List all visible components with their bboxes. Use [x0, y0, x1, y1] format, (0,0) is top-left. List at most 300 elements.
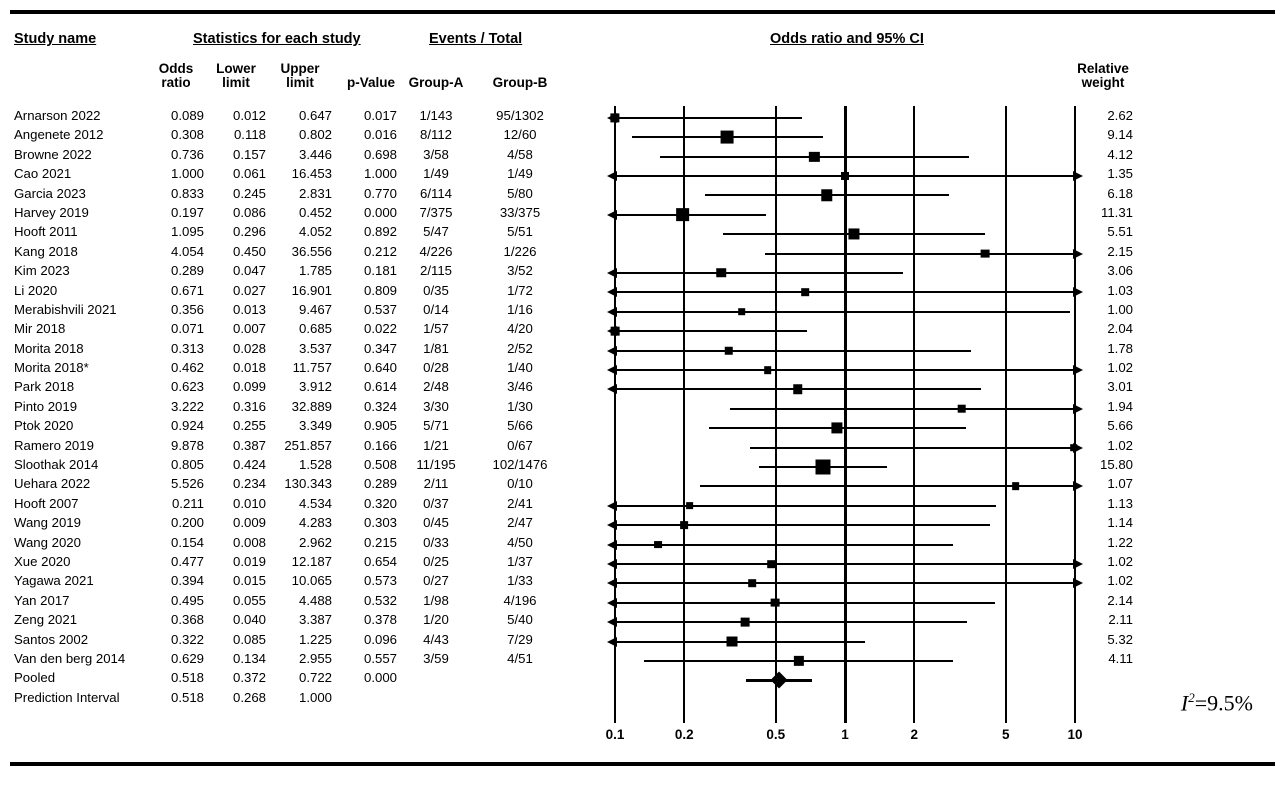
cell-odds-ratio: 0.518 — [170, 670, 204, 686]
cell-odds-ratio: 1.095 — [170, 224, 204, 240]
cell-group-b: 4/196 — [503, 592, 537, 608]
cell-group-a: 4/226 — [419, 243, 453, 259]
cell-p-value: 0.303 — [363, 515, 397, 531]
cell-odds-ratio: 0.071 — [170, 321, 204, 337]
cell-group-b: 95/1302 — [496, 108, 544, 123]
cell-upper-limit: 251.857 — [284, 437, 332, 453]
table-row — [0, 184, 1133, 203]
cell-group-a: 8/112 — [419, 127, 453, 143]
cell-relative-weight: 1.02 — [1107, 573, 1133, 589]
cell-lower-limit: 0.047 — [232, 263, 266, 279]
i2-exponent: 2 — [1188, 690, 1195, 705]
cell-odds-ratio: 0.089 — [170, 108, 204, 123]
ci-right-arrow-icon — [1073, 249, 1083, 259]
study-effect-marker — [794, 656, 804, 666]
table-row — [0, 688, 600, 707]
table-row — [0, 513, 1133, 532]
cell-odds-ratio: 0.623 — [170, 379, 204, 395]
cell-group-a: 1/49 — [423, 166, 449, 182]
cell-lower-limit: 0.085 — [232, 631, 266, 647]
cell-relative-weight: 4.12 — [1107, 146, 1133, 162]
table-row — [0, 630, 1133, 649]
ci-left-arrow-icon — [607, 268, 617, 278]
x-axis-tick-label: 2 — [910, 727, 918, 743]
cell-group-a: 11/195 — [416, 457, 456, 473]
colheader-group-b: Group-B — [492, 75, 548, 90]
cell-study-name: Kim 2023 — [14, 263, 70, 279]
cell-group-b: 4/20 — [507, 321, 533, 337]
cell-odds-ratio: 0.154 — [170, 534, 204, 550]
study-effect-marker — [611, 327, 620, 336]
gridline-0.5 — [775, 106, 777, 723]
cell-odds-ratio: 0.924 — [170, 418, 204, 434]
cell-odds-ratio: 0.462 — [170, 360, 204, 376]
table-row — [0, 300, 1133, 319]
cell-odds-ratio: 0.671 — [170, 282, 204, 298]
cell-odds-ratio: 0.322 — [170, 631, 204, 647]
cell-odds-ratio: 0.805 — [170, 457, 204, 473]
gridline-2 — [913, 106, 915, 723]
study-effect-marker — [610, 113, 619, 122]
cell-study-name: Browne 2022 — [14, 146, 92, 162]
cell-study-name: Harvey 2019 — [14, 204, 89, 220]
cell-relative-weight: 11.31 — [1100, 204, 1133, 220]
table-row — [0, 610, 1133, 629]
study-effect-marker — [1012, 482, 1020, 490]
cell-odds-ratio: 0.477 — [170, 553, 204, 569]
cell-group-b: 5/80 — [507, 185, 533, 201]
forest-plot-area — [605, 106, 1083, 743]
study-effect-marker — [748, 579, 756, 587]
cell-study-name: Uehara 2022 — [14, 476, 91, 492]
cell-upper-limit: 12.187 — [291, 553, 332, 569]
cell-lower-limit: 0.450 — [232, 243, 266, 259]
cell-odds-ratio: 5.526 — [170, 476, 204, 492]
cell-relative-weight: 15.80 — [1099, 457, 1133, 473]
pooled-diamond-marker — [771, 672, 788, 689]
cell-relative-weight: 2.15 — [1107, 243, 1133, 259]
study-effect-marker — [793, 385, 803, 395]
table-row — [0, 339, 1133, 358]
cell-odds-ratio: 0.518 — [170, 689, 204, 705]
cell-upper-limit: 3.537 — [298, 340, 332, 356]
study-effect-marker — [958, 404, 967, 413]
ci-left-arrow-icon — [607, 307, 617, 317]
cell-group-a: 7/375 — [419, 204, 453, 220]
cell-lower-limit: 0.099 — [232, 379, 266, 395]
ci-right-arrow-icon — [1073, 481, 1083, 491]
cell-group-a: 2/115 — [419, 263, 453, 279]
cell-relative-weight: 5.51 — [1107, 224, 1133, 240]
confidence-interval-line — [615, 272, 903, 274]
study-effect-marker — [680, 521, 688, 529]
cell-relative-weight: 2.04 — [1107, 321, 1133, 337]
cell-group-b: 7/29 — [507, 631, 533, 647]
colheader-relative-weight — [1072, 62, 1134, 90]
cell-group-b: 2/47 — [507, 515, 533, 531]
cell-relative-weight: 4.11 — [1108, 650, 1133, 666]
cell-group-b: 5/40 — [507, 612, 533, 628]
cell-lower-limit: 0.268 — [232, 689, 266, 705]
ci-left-arrow-icon — [607, 210, 617, 220]
cell-p-value: 0.022 — [363, 321, 397, 337]
study-effect-marker — [1070, 444, 1078, 452]
ci-left-arrow-icon — [607, 617, 617, 627]
cell-upper-limit: 3.387 — [298, 612, 332, 628]
cell-relative-weight: 1.02 — [1107, 360, 1133, 376]
cell-group-b: 1/33 — [507, 573, 533, 589]
reference-line — [844, 106, 847, 723]
cell-upper-limit: 0.685 — [298, 321, 332, 337]
table-row — [0, 668, 600, 687]
cell-relative-weight: 1.22 — [1107, 534, 1133, 550]
cell-p-value: 0.016 — [363, 127, 397, 143]
confidence-interval-line — [615, 117, 802, 119]
cell-p-value: 0.320 — [363, 495, 397, 511]
cell-study-name: Li 2020 — [14, 282, 58, 298]
cell-group-a: 0/45 — [423, 515, 449, 531]
colheader-relative-weight-line1: Relative — [1077, 61, 1129, 76]
header-statistics: Statistics for each study — [193, 31, 361, 47]
colheader-lower-limit-line2: limit — [222, 75, 250, 90]
confidence-interval-line — [615, 350, 971, 352]
cell-upper-limit: 0.722 — [298, 670, 332, 686]
confidence-interval-line — [615, 602, 995, 604]
cell-group-a: 1/21 — [423, 437, 449, 453]
cell-upper-limit: 4.052 — [298, 224, 332, 240]
cell-group-b: 0/10 — [507, 476, 533, 492]
cell-p-value: 0.347 — [363, 340, 397, 356]
gridline-10 — [1074, 106, 1076, 723]
cell-relative-weight: 3.06 — [1107, 263, 1133, 279]
ci-left-arrow-icon — [607, 171, 617, 181]
cell-p-value: 0.508 — [363, 457, 397, 473]
cell-p-value: 0.532 — [363, 592, 397, 608]
table-row — [0, 474, 1133, 493]
cell-upper-limit: 0.452 — [298, 204, 332, 220]
cell-relative-weight: 1.03 — [1107, 282, 1133, 298]
cell-lower-limit: 0.009 — [232, 515, 266, 531]
cell-lower-limit: 0.424 — [232, 457, 266, 473]
confidence-interval-line — [750, 447, 1075, 449]
cell-group-b: 1/72 — [507, 282, 533, 298]
gridline-5 — [1005, 106, 1007, 723]
cell-study-name: Xue 2020 — [14, 553, 71, 569]
cell-odds-ratio: 0.197 — [170, 204, 204, 220]
cell-study-name: Yagawa 2021 — [14, 573, 94, 589]
cell-upper-limit: 32.889 — [291, 398, 332, 414]
cell-upper-limit: 1.225 — [298, 631, 332, 647]
cell-p-value: 0.017 — [363, 108, 397, 123]
cell-study-name: Hooft 2011 — [14, 224, 78, 240]
cell-p-value: 0.000 — [363, 204, 397, 220]
cell-relative-weight: 1.78 — [1107, 340, 1133, 356]
x-axis-tick-label: 5 — [1001, 727, 1010, 743]
table-row — [0, 222, 1133, 241]
cell-group-a: 5/47 — [423, 224, 449, 240]
table-row — [0, 552, 1133, 571]
cell-relative-weight: 9.14 — [1107, 127, 1133, 143]
cell-odds-ratio: 0.308 — [170, 127, 204, 143]
ci-left-arrow-icon — [607, 520, 617, 530]
cell-group-a: 0/14 — [423, 301, 449, 317]
cell-group-b: 5/66 — [507, 418, 533, 434]
ci-left-arrow-icon — [607, 287, 617, 297]
cell-p-value: 0.557 — [363, 650, 397, 666]
cell-p-value: 0.654 — [363, 553, 397, 569]
cell-lower-limit: 0.234 — [232, 476, 266, 492]
cell-upper-limit: 0.647 — [298, 108, 332, 123]
study-effect-marker — [816, 459, 831, 474]
confidence-interval-line — [615, 563, 1075, 565]
cell-study-name: Park 2018 — [14, 379, 75, 395]
cell-study-name: Wang 2019 — [14, 515, 81, 531]
colheader-odds-ratio-line1: Odds — [158, 61, 194, 76]
cell-group-a: 0/35 — [423, 282, 449, 298]
cell-lower-limit: 0.040 — [232, 612, 266, 628]
cell-group-b: 4/50 — [507, 534, 533, 550]
cell-p-value: 0.378 — [363, 612, 397, 628]
cell-group-a: 1/57 — [423, 321, 449, 337]
cell-group-a: 0/33 — [423, 534, 449, 550]
table-row — [0, 242, 1133, 261]
cell-lower-limit: 0.086 — [232, 204, 266, 220]
cell-upper-limit: 16.453 — [291, 166, 332, 182]
heterogeneity-i-squared — [1181, 690, 1253, 716]
ci-right-arrow-icon — [1073, 578, 1083, 588]
header-plot-title: Odds ratio and 95% CI — [770, 31, 924, 47]
table-row — [0, 455, 1133, 474]
colheader-lower-limit-line1: Lower — [216, 61, 256, 76]
colheader-odds-ratio — [148, 62, 204, 90]
cell-lower-limit: 0.255 — [232, 418, 266, 434]
cell-upper-limit: 2.831 — [298, 185, 332, 201]
study-effect-marker — [980, 249, 989, 258]
cell-upper-limit: 4.534 — [298, 495, 332, 511]
cell-lower-limit: 0.372 — [232, 670, 266, 686]
cell-relative-weight: 2.62 — [1107, 108, 1133, 123]
confidence-interval-line — [615, 291, 1075, 293]
table-row — [0, 436, 1133, 455]
cell-upper-limit: 36.556 — [291, 243, 332, 259]
cell-relative-weight: 2.14 — [1107, 592, 1133, 608]
cell-relative-weight: 5.32 — [1107, 631, 1133, 647]
study-effect-marker — [741, 618, 750, 627]
cell-upper-limit: 2.962 — [298, 534, 332, 550]
confidence-interval-line — [730, 408, 1075, 410]
confidence-interval-line — [615, 330, 807, 332]
cell-odds-ratio: 0.736 — [170, 146, 204, 162]
cell-study-name: Ptok 2020 — [14, 418, 74, 434]
cell-odds-ratio: 9.878 — [170, 437, 204, 453]
cell-upper-limit: 10.065 — [291, 573, 332, 589]
cell-p-value: 0.000 — [363, 670, 397, 686]
cell-study-name: Garcia 2023 — [14, 185, 86, 201]
study-effect-marker — [821, 190, 832, 201]
ci-right-arrow-icon — [1073, 365, 1083, 375]
x-axis-tick-label: 1 — [841, 727, 849, 743]
cell-relative-weight: 1.14 — [1107, 515, 1133, 531]
cell-relative-weight: 1.94 — [1107, 398, 1133, 414]
cell-relative-weight: 1.02 — [1107, 437, 1133, 453]
cell-odds-ratio: 0.833 — [170, 185, 204, 201]
cell-lower-limit: 0.012 — [232, 108, 266, 123]
header-study-name: Study name — [14, 31, 97, 47]
table-row — [0, 591, 1133, 610]
cell-relative-weight: 1.13 — [1107, 495, 1133, 511]
cell-relative-weight: 3.01 — [1107, 379, 1133, 395]
colheader-p-value: p-Value — [346, 75, 395, 90]
table-row — [0, 571, 1133, 590]
confidence-interval-line — [615, 621, 967, 623]
cell-study-name: Ramero 2019 — [14, 437, 94, 453]
table-row — [0, 319, 1133, 338]
cell-p-value: 0.640 — [363, 360, 397, 376]
cell-relative-weight: 1.35 — [1107, 166, 1133, 182]
study-effect-marker — [725, 346, 733, 354]
colheader-upper-limit — [268, 62, 332, 90]
cell-lower-limit: 0.018 — [232, 360, 266, 376]
gridline-0.2 — [683, 106, 685, 723]
cell-study-name: Hooft 2007 — [14, 495, 79, 511]
confidence-interval-line — [615, 214, 766, 216]
cell-upper-limit: 3.349 — [298, 418, 332, 434]
cell-group-a: 1/98 — [423, 592, 449, 608]
cell-odds-ratio: 0.394 — [170, 573, 204, 589]
ci-right-arrow-icon — [1073, 171, 1083, 181]
cell-lower-limit: 0.296 — [232, 224, 266, 240]
cell-group-b: 1/30 — [507, 398, 533, 414]
cell-study-name: Prediction Interval — [14, 689, 120, 705]
cell-group-a: 6/114 — [419, 185, 453, 201]
cell-relative-weight: 1.02 — [1107, 553, 1133, 569]
cell-lower-limit: 0.013 — [232, 301, 266, 317]
x-axis-tick-label: 0.1 — [605, 727, 625, 743]
ci-left-arrow-icon — [607, 559, 617, 569]
ci-left-arrow-icon — [607, 346, 617, 356]
cell-lower-limit: 0.055 — [232, 592, 266, 608]
confidence-interval-line — [615, 582, 1075, 584]
cell-group-a: 1/143 — [419, 108, 453, 123]
table-row — [0, 358, 1133, 377]
cell-group-b: 3/52 — [507, 263, 533, 279]
cell-upper-limit: 11.757 — [292, 360, 332, 376]
ci-right-arrow-icon — [1073, 287, 1083, 297]
cell-group-b: 33/375 — [499, 204, 541, 220]
cell-p-value: 0.096 — [363, 631, 397, 647]
cell-lower-limit: 0.027 — [232, 282, 266, 298]
study-effect-marker — [738, 308, 746, 316]
cell-study-name: Merabishvili 2021 — [14, 301, 117, 317]
colheader-relative-weight-line2: weight — [1081, 75, 1125, 90]
cell-odds-ratio: 0.200 — [170, 515, 204, 531]
cell-p-value: 0.289 — [363, 476, 397, 492]
top-rule — [10, 10, 1275, 14]
cell-p-value: 0.892 — [363, 224, 397, 240]
cell-odds-ratio: 0.289 — [170, 263, 204, 279]
cell-group-a: 2/48 — [423, 379, 449, 395]
ci-left-arrow-icon — [607, 598, 617, 608]
table-row — [0, 416, 1133, 435]
cell-lower-limit: 0.157 — [232, 146, 266, 162]
cell-group-b: 4/51 — [507, 650, 533, 666]
cell-p-value: 0.614 — [363, 379, 397, 395]
table-row — [0, 164, 1133, 183]
study-effect-marker — [726, 636, 737, 647]
cell-upper-limit: 4.283 — [298, 515, 332, 531]
table-row — [0, 203, 1133, 222]
cell-study-name: Wang 2020 — [14, 534, 81, 550]
cell-group-a: 1/81 — [423, 340, 449, 356]
cell-p-value: 0.324 — [363, 398, 397, 414]
study-effect-marker — [801, 288, 809, 296]
cell-upper-limit: 1.000 — [298, 689, 332, 705]
table-row — [0, 377, 1133, 396]
table-row — [0, 145, 1133, 164]
study-effect-marker — [721, 131, 734, 144]
cell-odds-ratio: 0.313 — [170, 340, 204, 356]
cell-upper-limit: 3.446 — [298, 146, 332, 162]
cell-relative-weight: 6.18 — [1107, 185, 1133, 201]
cell-p-value: 0.809 — [363, 282, 397, 298]
cell-lower-limit: 0.019 — [232, 553, 266, 569]
cell-group-b: 2/52 — [507, 340, 533, 356]
cell-group-b: 5/51 — [507, 224, 533, 240]
cell-upper-limit: 2.955 — [298, 650, 332, 666]
cell-lower-limit: 0.118 — [233, 127, 266, 143]
cell-group-a: 5/71 — [423, 418, 449, 434]
cell-upper-limit: 130.343 — [284, 476, 332, 492]
cell-study-name: Pinto 2019 — [14, 398, 78, 414]
x-axis-tick-label: 0.5 — [766, 727, 786, 743]
cell-upper-limit: 3.912 — [298, 379, 332, 395]
cell-group-a: 0/37 — [423, 495, 449, 511]
cell-p-value: 0.537 — [363, 301, 397, 317]
table-row — [0, 494, 1133, 513]
cell-group-a: 0/27 — [423, 573, 449, 589]
cell-lower-limit: 0.010 — [232, 495, 266, 511]
confidence-interval-line — [615, 641, 865, 643]
cell-study-name: Morita 2018 — [14, 340, 84, 356]
cell-study-name: Arnarson 2022 — [14, 108, 101, 123]
study-effect-marker — [770, 598, 779, 607]
cell-upper-limit: 9.467 — [298, 301, 332, 317]
cell-odds-ratio: 0.356 — [170, 301, 204, 317]
cell-relative-weight: 2.11 — [1108, 612, 1133, 628]
cell-lower-limit: 0.316 — [232, 398, 266, 414]
header-events-total: Events / Total — [429, 31, 523, 47]
cell-study-name: Cao 2021 — [14, 166, 72, 182]
table-row — [0, 281, 1133, 300]
study-effect-marker — [764, 366, 772, 374]
cell-group-a: 3/59 — [423, 650, 449, 666]
cell-group-a: 0/28 — [423, 360, 449, 376]
i2-equals: = — [1194, 690, 1208, 716]
cell-group-a: 0/25 — [423, 553, 449, 569]
table-row — [0, 397, 1133, 416]
cell-group-b: 1/16 — [507, 301, 533, 317]
cell-upper-limit: 1.785 — [298, 263, 332, 279]
cell-relative-weight: 1.00 — [1107, 301, 1133, 317]
cell-lower-limit: 0.008 — [232, 534, 266, 550]
cell-p-value: 0.181 — [363, 263, 397, 279]
cell-group-b: 4/58 — [507, 146, 533, 162]
cell-study-name: Yan 2017 — [14, 592, 70, 608]
ci-left-arrow-icon — [607, 578, 617, 588]
cell-study-name: Morita 2018* — [14, 360, 89, 376]
cell-group-a: 1/20 — [423, 612, 449, 628]
study-effect-marker — [841, 172, 849, 180]
